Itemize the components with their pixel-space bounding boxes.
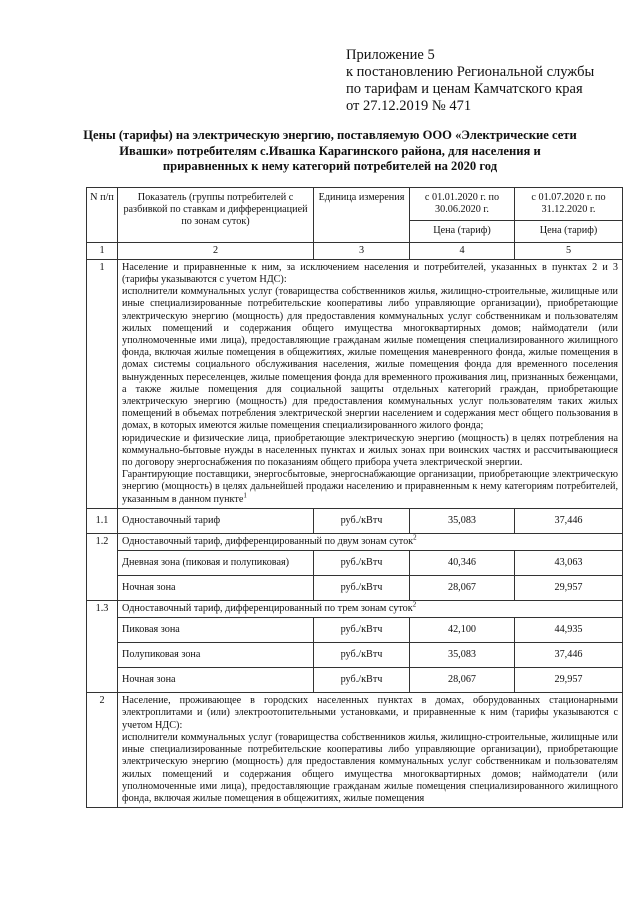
appendix-header <box>346 47 636 115</box>
row-label: Одноставочный тариф <box>118 508 314 533</box>
section-2-row <box>87 693 623 808</box>
header-price-2: Цена (тариф) <box>515 221 623 242</box>
table-row <box>87 601 623 618</box>
row-group-label-text: Одноставочный тариф, дифференцированный по трем зонам суток <box>122 603 413 615</box>
col-number: 5 <box>515 242 623 259</box>
row-unit: руб./кВтч <box>314 668 410 693</box>
row-value-1: 28,067 <box>410 576 515 601</box>
table-row <box>87 576 623 601</box>
row-value-2: 37,446 <box>515 508 623 533</box>
table-row <box>87 508 623 533</box>
section-num: 2 <box>87 693 118 808</box>
section-paragraph: исполнители коммунальных услуг (товарищества собственников жилья, жилищно-строительные, жилищные или иные специализированные потребительские кооперативы либо управляющие организации), приобретающие электрическую энергию (мощность) для предоставления коммунальных услуг собственникам и пользователям жилых помещений и содержания общего имущества многоквартирных домов; наймодатели (или уполномоченные ими лица), предоставляющие гражданам жилые помещения специализированного жилищного фонда, включая жилые помещения в общежитиях, жилые помещения маневренного фонда, жилые помещения в домах системы социального обслуживания населения, жилые помещения фонда для временного поселения вынужденных переселенцев, жилые помещения фонда для временного проживания лиц, признанных беженцами, а также жилые помещения для социальной защиты отдельных категорий граждан, приобретающие электрическую энергию (мощность) для предоставления коммунальных услуг пользователям таких жилых помещений в объемах потребления электрической энергии населением и содержания мест общего пользования в домах, в которых имеются жилые помещения специализированного жилого фонда; <box>122 286 618 432</box>
section-paragraph: исполнители коммунальных услуг (товарищества собственников жилья, жилищно-строительные, жилищные или иные специализированные потребительские кооперативы либо управляющие организации), приобретающие электрическую энергию (мощность) для предоставления коммунальных услуг собственникам и пользователям жилых помещений и содержания общего имущества многоквартирных домов; наймодатели (или уполномоченные ими лица), предоставляющие гражданам жилые помещения специализированного жилищного фонда, включая жилые помещения в общежитиях, жилые помещения <box>122 731 618 804</box>
row-unit: руб./кВтч <box>314 576 410 601</box>
row-value-1: 40,346 <box>410 551 515 576</box>
section-paragraph: Население и приравненные к ним, за исключением населения и потребителей, указанных в пунктах 2 и 3 (тарифы указываются с учетом НДС): <box>122 261 618 286</box>
footnote-mark: 2 <box>412 600 417 609</box>
row-value-1: 42,100 <box>410 618 515 643</box>
col-number: 2 <box>118 242 314 259</box>
col-number: 1 <box>87 242 118 259</box>
row-value-2: 37,446 <box>515 643 623 668</box>
header-num: N п/п <box>87 188 118 243</box>
section-paragraph-text: Гарантирующие поставщики, энергосбытовые, энергоснабжающие организации, приобретающие электрическую энергию (мощность) в целях дальнейшей продажи населению и приравненным к нему категориям потребителей, указанным в данном пункте <box>122 469 618 505</box>
appendix-line: по тарифам и ценам Камчатского края <box>346 81 583 97</box>
col-number: 4 <box>410 242 515 259</box>
section-paragraph <box>122 469 618 506</box>
row-value-2: 29,957 <box>515 576 623 601</box>
section-paragraph: юридические и физические лица, приобретающие электрическую энергию (мощность) в целях потребления на коммунально-бытовые нужды в населенных пунктах и жилых зонах при воинских частях и рассчитывающиеся по договору энергоснабжения по показаниям общего прибора учета электрической энергии. <box>122 432 618 469</box>
table-row <box>87 668 623 693</box>
header-price-1: Цена (тариф) <box>410 221 515 242</box>
section-paragraph: Население, проживающее в городских населенных пунктах в домах, оборудованных стационарными электроплитами и (или) электроотопительными установками, и приравненные к ним (тарифы указываются с учетом НДС): <box>122 695 618 731</box>
row-unit: руб./кВтч <box>314 643 410 668</box>
header-unit: Единица измерения <box>314 188 410 243</box>
row-value-1: 35,083 <box>410 643 515 668</box>
table-row <box>87 551 623 576</box>
column-number-row <box>87 242 623 259</box>
section-num: 1 <box>87 259 118 508</box>
row-group-label <box>118 533 623 550</box>
footnote-mark: 2 <box>413 533 417 542</box>
document-title: Цены (тарифы) на электрическую энергию, поставляемую ООО «Электрические сети Ивашки» потребителям с.Ивашка Карагинского района, для населения и приравненных к нему категорий потребителей на 2020 год <box>83 128 577 173</box>
appendix-line: к постановлению Региональной службы <box>346 64 595 80</box>
header-period-2: с 01.07.2020 г. по 31.12.2020 г. <box>515 188 623 221</box>
footnote-mark: 1 <box>243 491 247 500</box>
row-group-label-text: Одноставочный тариф, дифференцированный по двум зонам суток <box>122 535 414 547</box>
zone-label: Ночная зона <box>118 668 314 693</box>
row-value-2: 44,935 <box>515 618 623 643</box>
row-group-label <box>118 601 623 618</box>
table-row <box>87 533 623 550</box>
zone-label: Ночная зона <box>118 576 314 601</box>
zone-label: Дневная зона (пиковая и полупиковая) <box>118 551 314 576</box>
tariff-table <box>86 187 622 808</box>
row-num: 1.2 <box>87 533 118 600</box>
col-number: 3 <box>314 242 410 259</box>
appendix-line: от 27.12.2019 № 471 <box>346 98 472 114</box>
section-1-row <box>87 259 623 508</box>
section-1-description <box>118 259 623 508</box>
row-unit: руб./кВтч <box>314 551 410 576</box>
row-num: 1.1 <box>87 508 118 533</box>
row-value-2: 29,957 <box>515 668 623 693</box>
row-unit: руб./кВтч <box>314 508 410 533</box>
table-row <box>87 618 623 643</box>
table-row <box>87 643 623 668</box>
row-value-1: 35,083 <box>410 508 515 533</box>
header-period-1: с 01.01.2020 г. по 30.06.2020 г. <box>410 188 515 221</box>
zone-label: Полупиковая зона <box>118 643 314 668</box>
section-2-description <box>118 693 623 808</box>
zone-label: Пиковая зона <box>118 618 314 643</box>
header-indicator: Показатель (группы потребителей с разбивкой по ставкам и дифференциацией по зонам суток) <box>118 188 314 243</box>
row-unit: руб./кВтч <box>314 618 410 643</box>
table-header-row <box>87 188 623 221</box>
appendix-line: Приложение 5 <box>346 47 435 63</box>
row-value-2: 43,063 <box>515 551 623 576</box>
row-value-1: 28,067 <box>410 668 515 693</box>
row-num: 1.3 <box>87 601 118 693</box>
